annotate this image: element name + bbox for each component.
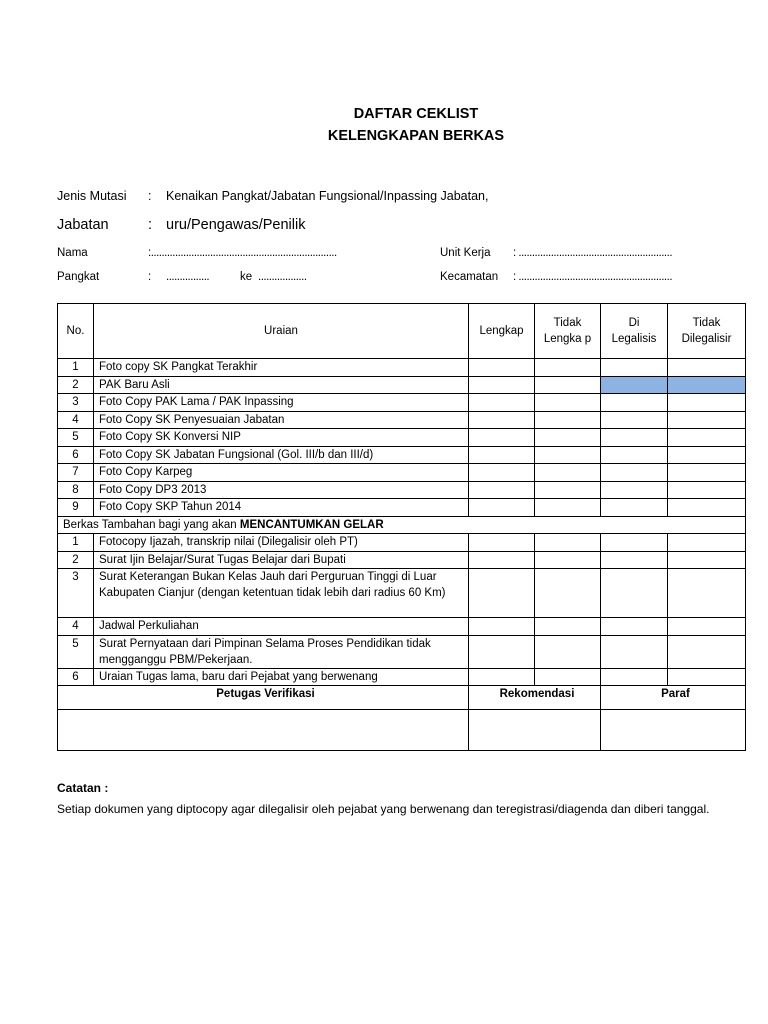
row-uraian: Foto Copy SKP Tahun 2014 — [94, 499, 469, 517]
check-di-legalisis[interactable] — [601, 359, 668, 377]
pangkat-from-field[interactable]: ................ — [166, 271, 210, 283]
row-number: 8 — [58, 481, 94, 499]
verification-header-row — [58, 686, 746, 710]
pangkat-colon: : — [148, 271, 152, 283]
paraf-header: Paraf — [601, 686, 746, 710]
check-tidak-dilegalisir[interactable] — [668, 394, 746, 412]
check-di-legalisis[interactable] — [601, 534, 668, 552]
check-tidak-dilegalisir[interactable] — [668, 481, 746, 499]
check-tidak-lengkap[interactable] — [535, 551, 601, 569]
check-tidak-dilegalisir[interactable] — [668, 534, 746, 552]
check-lengkap[interactable] — [469, 446, 535, 464]
row-uraian: Jadwal Perkuliahan — [94, 618, 469, 636]
table-row — [58, 618, 746, 636]
row-uraian: Surat Keterangan Bukan Kelas Jauh dari Perguruan Tinggi di Luar Kabupaten Cianjur (dengan ketentuan tidak lebih dari radius 60 Km) — [94, 569, 469, 618]
table-row — [58, 569, 746, 618]
unit-kerja-label: Unit Kerja — [440, 247, 491, 259]
check-tidak-lengkap[interactable] — [535, 446, 601, 464]
check-tidak-lengkap[interactable] — [535, 376, 601, 394]
check-tidak-lengkap[interactable] — [535, 394, 601, 412]
row-uraian: Foto Copy DP3 2013 — [94, 481, 469, 499]
table-row — [58, 429, 746, 447]
header-tidak-dilegalisir: Tidak Dilegalisir — [668, 304, 746, 359]
check-lengkap[interactable] — [469, 569, 535, 618]
table-header-row — [58, 304, 746, 359]
check-di-legalisis[interactable] — [601, 668, 668, 686]
table-row — [58, 534, 746, 552]
check-di-legalisis-highlighted[interactable] — [601, 376, 668, 394]
section-header-prefix: Berkas Tambahan bagi yang akan — [63, 518, 240, 531]
row-uraian: Foto Copy SK Konversi NIP — [94, 429, 469, 447]
rekomendasi-cell[interactable] — [469, 710, 601, 751]
check-tidak-lengkap[interactable] — [535, 534, 601, 552]
table-row — [58, 635, 746, 668]
check-di-legalisis[interactable] — [601, 618, 668, 636]
header-no: No. — [58, 304, 94, 359]
header-tidak-lengkap: Tidak Lengka p — [535, 304, 601, 359]
check-lengkap[interactable] — [469, 411, 535, 429]
row-uraian: Uraian Tugas lama, baru dari Pejabat yang berwenang — [94, 668, 469, 686]
row-number: 1 — [58, 534, 94, 552]
header-di-legalisis: Di Legalisis — [601, 304, 668, 359]
unit-kerja-field[interactable]: : ......................................................... — [513, 247, 673, 259]
check-lengkap[interactable] — [469, 429, 535, 447]
row-number: 3 — [58, 569, 94, 618]
kecamatan-field[interactable]: : ......................................................... — [513, 271, 673, 283]
check-tidak-lengkap[interactable] — [535, 359, 601, 377]
document-subtitle: KELENGKAPAN BERKAS — [327, 128, 505, 144]
check-tidak-dilegalisir[interactable] — [668, 635, 746, 668]
pangkat-ke-label: ke — [240, 271, 253, 283]
table-row — [58, 359, 746, 377]
check-tidak-dilegalisir[interactable] — [668, 411, 746, 429]
row-number: 4 — [58, 411, 94, 429]
check-lengkap[interactable] — [469, 481, 535, 499]
check-di-legalisis[interactable] — [601, 499, 668, 517]
table-row — [58, 376, 746, 394]
check-tidak-lengkap[interactable] — [535, 481, 601, 499]
checklist-table — [57, 303, 746, 751]
check-tidak-lengkap[interactable] — [535, 411, 601, 429]
row-uraian: Surat Ijin Belajar/Surat Tugas Belajar dari Bupati — [94, 551, 469, 569]
check-tidak-dilegalisir-highlighted[interactable] — [668, 376, 746, 394]
check-tidak-dilegalisir[interactable] — [668, 359, 746, 377]
table-row — [58, 446, 746, 464]
header-uraian: Uraian — [94, 304, 469, 359]
row-number: 9 — [58, 499, 94, 517]
rekomendasi-header: Rekomendasi — [469, 686, 601, 710]
section-header — [58, 516, 746, 534]
check-tidak-dilegalisir[interactable] — [668, 429, 746, 447]
kecamatan-label: Kecamatan — [440, 271, 499, 283]
jenis-mutasi-colon: : — [148, 189, 152, 203]
table-row — [58, 499, 746, 517]
check-lengkap[interactable] — [469, 464, 535, 482]
row-number: 6 — [58, 446, 94, 464]
check-tidak-dilegalisir[interactable] — [668, 499, 746, 517]
table-row — [58, 394, 746, 412]
check-di-legalisis[interactable] — [601, 411, 668, 429]
jabatan-colon: : — [148, 217, 153, 233]
table-row — [58, 551, 746, 569]
check-lengkap[interactable] — [469, 499, 535, 517]
jabatan-value: uru/Pengawas/Penilik — [166, 217, 306, 233]
check-tidak-lengkap[interactable] — [535, 429, 601, 447]
row-uraian: Foto Copy SK Jabatan Fungsional (Gol. III/b dan III/d) — [94, 446, 469, 464]
section-header-row — [58, 516, 746, 534]
check-tidak-lengkap[interactable] — [535, 464, 601, 482]
petugas-verifikasi-header: Petugas Verifikasi — [58, 686, 469, 710]
check-tidak-dilegalisir[interactable] — [668, 551, 746, 569]
row-number: 5 — [58, 635, 94, 668]
check-lengkap[interactable] — [469, 551, 535, 569]
jenis-mutasi-value: Kenaikan Pangkat/Jabatan Fungsional/Inpassing Jabatan, — [166, 189, 489, 203]
jenis-mutasi-label: Jenis Mutasi — [57, 189, 127, 203]
check-lengkap[interactable] — [469, 394, 535, 412]
row-uraian: Foto Copy PAK Lama / PAK Inpassing — [94, 394, 469, 412]
check-di-legalisis[interactable] — [601, 429, 668, 447]
row-number: 1 — [58, 359, 94, 377]
jabatan-label: Jabatan — [57, 217, 109, 233]
check-di-legalisis[interactable] — [601, 394, 668, 412]
table-row — [58, 668, 746, 686]
nama-field[interactable]: :..................................................................... — [148, 247, 337, 259]
check-lengkap[interactable] — [469, 618, 535, 636]
check-tidak-dilegalisir[interactable] — [668, 668, 746, 686]
row-number: 7 — [58, 464, 94, 482]
row-number: 5 — [58, 429, 94, 447]
section-header-bold: MENCANTUMKAN GELAR — [239, 518, 384, 531]
check-lengkap[interactable] — [469, 359, 535, 377]
row-uraian: Foto copy SK Pangkat Terakhir — [94, 359, 469, 377]
check-lengkap[interactable] — [469, 668, 535, 686]
row-number: 2 — [58, 551, 94, 569]
check-di-legalisis[interactable] — [601, 446, 668, 464]
pangkat-to-field[interactable]: .................. — [258, 271, 307, 283]
paraf-cell[interactable] — [601, 710, 746, 751]
check-di-legalisis[interactable] — [601, 481, 668, 499]
check-lengkap[interactable] — [469, 534, 535, 552]
check-tidak-lengkap[interactable] — [535, 569, 601, 618]
check-lengkap[interactable] — [469, 635, 535, 668]
petugas-verifikasi-cell[interactable] — [58, 710, 469, 751]
catatan-text: Setiap dokumen yang diptocopy agar dilegalisir oleh pejabat yang berwenang dan teregistrasi/diagenda dan diberi tanggal. — [57, 802, 710, 816]
row-number: 4 — [58, 618, 94, 636]
row-uraian: Fotocopy Ijazah, transkrip nilai (Dilegalisir oleh PT) — [94, 534, 469, 552]
table-row — [58, 481, 746, 499]
document-title: DAFTAR CEKLIST — [353, 106, 479, 122]
table-row — [58, 411, 746, 429]
check-tidak-dilegalisir[interactable] — [668, 464, 746, 482]
verification-body-row — [58, 710, 746, 751]
row-number: 2 — [58, 376, 94, 394]
check-tidak-dilegalisir[interactable] — [668, 446, 746, 464]
catatan-label: Catatan : — [57, 781, 109, 795]
row-number: 3 — [58, 394, 94, 412]
row-uraian: Foto Copy SK Penyesuaian Jabatan — [94, 411, 469, 429]
check-tidak-lengkap[interactable] — [535, 635, 601, 668]
row-uraian: Surat Pernyataan dari Pimpinan Selama Proses Pendidikan tidak mengganggu PBM/Pekerjaan. — [94, 635, 469, 668]
check-di-legalisis[interactable] — [601, 551, 668, 569]
check-tidak-dilegalisir[interactable] — [668, 569, 746, 618]
row-uraian: PAK Baru Asli — [94, 376, 469, 394]
check-di-legalisis[interactable] — [601, 464, 668, 482]
check-di-legalisis[interactable] — [601, 569, 668, 618]
header-lengkap: Lengkap — [469, 304, 535, 359]
check-di-legalisis[interactable] — [601, 635, 668, 668]
nama-label: Nama — [57, 247, 88, 259]
check-tidak-lengkap[interactable] — [535, 618, 601, 636]
check-lengkap[interactable] — [469, 376, 535, 394]
table-row — [58, 464, 746, 482]
pangkat-label: Pangkat — [57, 271, 100, 283]
check-tidak-lengkap[interactable] — [535, 499, 601, 517]
check-tidak-dilegalisir[interactable] — [668, 618, 746, 636]
row-number: 6 — [58, 668, 94, 686]
check-tidak-lengkap[interactable] — [535, 668, 601, 686]
row-uraian: Foto Copy Karpeg — [94, 464, 469, 482]
